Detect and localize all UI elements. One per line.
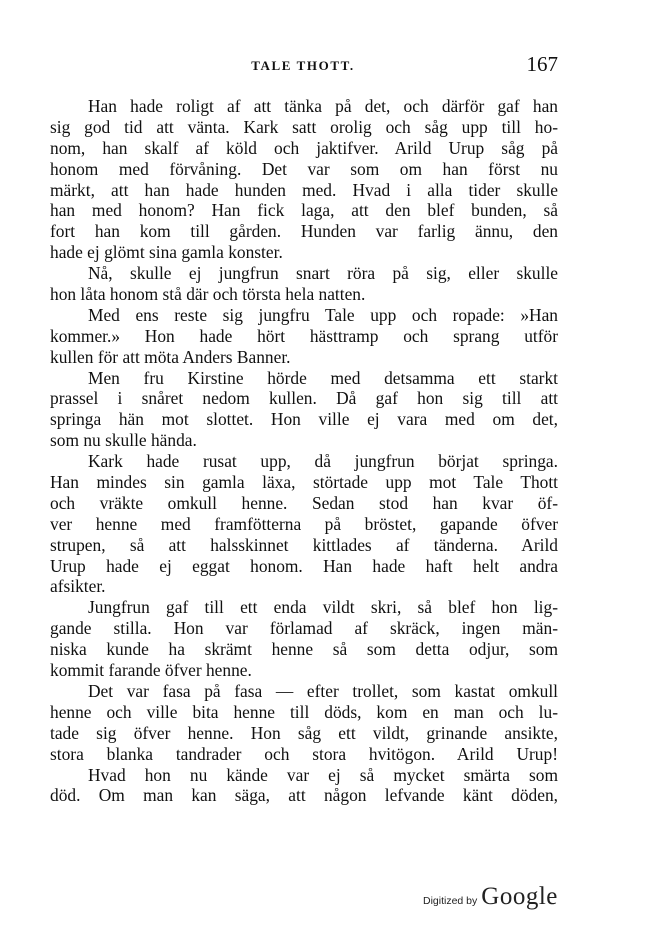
text-line: fort han kom till gården. Hunden var farlig ännu, den — [50, 221, 558, 242]
text-line: Med ens reste sig jungfru Tale upp och ropade: »Han — [88, 304, 558, 325]
text-line: märkt, att han hade hunden med. Hvad i alla tider skulle — [50, 179, 558, 200]
text-line: som nu skulle hända. — [50, 430, 197, 451]
text-line: Han hade roligt af att tänka på det, och därför gaf han — [88, 96, 558, 116]
text-line: ver henne med framfötterna på bröstet, gapande öfver — [50, 513, 558, 534]
digitized-watermark — [423, 883, 558, 917]
body-text — [50, 96, 558, 806]
text-line: död. Om man kan säga, att någon lefvande känt döden, — [50, 785, 558, 806]
text-line: nom, han skalf af köld och jaktifver. Arild Urup såg på — [50, 137, 558, 158]
text-line: henne och ville bita henne till döds, kom en man och lu- — [50, 701, 558, 722]
text-line: och vräkte omkull henne. Sedan stod han kvar öf- — [50, 492, 558, 513]
text-line: hade ej glömt sina gamla konster. — [50, 242, 283, 263]
text-line: kommit farande öfver henne. — [50, 660, 252, 681]
text-line: gande stilla. Hon var förlamad af skräck, ingen män- — [50, 618, 558, 639]
text-line: hon låta honom stå där och törsta hela natten. — [50, 284, 366, 305]
text-line: Det var fasa på fasa — efter trollet, som kastat omkull — [88, 680, 558, 701]
text-line: springa hän mot slottet. Hon ville ej vara med om det, — [50, 409, 558, 430]
text-line: honom med förvåning. Det var som om han först nu — [50, 158, 558, 179]
text-line: Kark hade rusat upp, då jungfrun börjat springa. — [88, 451, 558, 472]
text-line: stora blanka tandrader och stora hvitögon. Arild Urup! — [50, 743, 558, 764]
text-line: afsikter. — [50, 576, 106, 597]
text-line: Urup hade ej eggat honom. Han hade haft helt andra — [50, 555, 558, 576]
text-line: kommer.» Hon hade hört hästtramp och sprang utför — [50, 325, 558, 346]
text-line: Men fru Kirstine hörde med detsamma ett starkt — [88, 367, 558, 388]
text-line: Han mindes sin gamla läxa, störtade upp mot Tale Thott — [50, 472, 558, 493]
text-line: Nå, skulle ej jungfrun snart röra på sig, eller skulle — [88, 263, 558, 284]
text-line: Hvad hon nu kände var ej så mycket smärta som — [88, 764, 558, 785]
text-line: strupen, så att halsskinnet kittlades af tänderna. Arild — [50, 534, 558, 555]
text-line: niska kunde ha skrämt henne så som detta odjur, som — [50, 639, 558, 660]
page-number: 167 — [526, 52, 558, 76]
text-line: tade sig öfver henne. Hon såg ett vildt, grinande ansikte, — [50, 722, 558, 743]
watermark-prefix: Digitized by — [423, 895, 478, 907]
page-header — [48, 52, 558, 82]
google-logo: Google — [481, 883, 558, 910]
text-line: Jungfrun gaf till ett enda vildt skri, så blef hon lig- — [88, 597, 558, 618]
text-line: prassel i snåret nedom kullen. Då gaf hon sig till att — [50, 388, 558, 409]
text-line: sig god tid att vänta. Kark satt orolig och såg upp till ho- — [50, 116, 558, 137]
text-line: kullen för att möta Anders Banner. — [50, 346, 291, 367]
text-line: han med honom? Han fick laga, att den blef bunden, så — [50, 200, 558, 221]
running-title: TALE THOTT. — [251, 58, 355, 73]
